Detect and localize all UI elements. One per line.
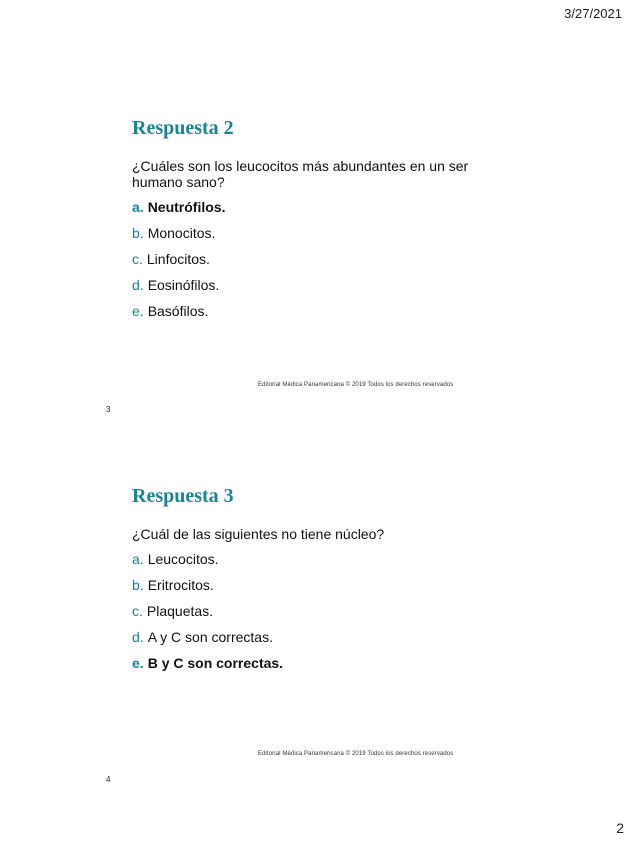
slide-respuesta-2 [132, 116, 532, 329]
option-text: Basófilos. [147, 303, 209, 319]
option-letter: c. [132, 603, 143, 619]
slide-number: 4 [106, 775, 111, 784]
copyright-notice: Editorial Médica Panamericana © 2019 Todos los derechos reservados [258, 751, 454, 757]
option-text: Plaquetas. [146, 603, 214, 619]
answer-option-b [132, 577, 532, 593]
option-letter: a. [132, 199, 144, 215]
question-text [132, 526, 532, 542]
slide-number: 3 [106, 405, 111, 414]
question-line: ¿Cuál de las siguientes no tiene núcleo? [132, 526, 385, 542]
slide-title: Respuesta 3 [132, 485, 234, 507]
option-text: Neutrófilos. [147, 199, 226, 215]
answer-option-a [132, 551, 532, 567]
answer-option-d [132, 629, 532, 645]
option-letter: e. [132, 655, 144, 671]
answer-options [132, 199, 532, 319]
option-text: A y C son correctas. [147, 629, 273, 645]
answer-options [132, 551, 532, 671]
slide-respuesta-3 [132, 484, 532, 681]
option-text: B y C son correctas. [147, 655, 284, 671]
page-number: 2 [616, 820, 624, 836]
option-letter: b. [132, 577, 144, 593]
question-line: ¿Cuáles son los leucocitos más abundantes en un ser [132, 158, 469, 174]
option-text: Monocitos. [147, 225, 216, 241]
option-letter: e. [132, 303, 144, 319]
page-date: 3/27/2021 [564, 6, 622, 21]
copyright-notice: Editorial Médica Panamericana © 2019 Todos los derechos reservados [258, 382, 454, 388]
slide-title: Respuesta 2 [132, 117, 234, 139]
answer-option-b [132, 225, 532, 241]
answer-option-c [132, 603, 532, 619]
question-line: humano sano? [132, 174, 225, 190]
question-text [132, 158, 532, 190]
option-letter: d. [132, 277, 144, 293]
option-text: Eritrocitos. [147, 577, 214, 593]
answer-option-a [132, 199, 532, 215]
answer-option-d [132, 277, 532, 293]
answer-option-e [132, 655, 532, 671]
option-letter: c. [132, 251, 143, 267]
answer-option-c [132, 251, 532, 267]
option-letter: d. [132, 629, 144, 645]
option-text: Eosinófilos. [147, 277, 220, 293]
option-text: Leucocitos. [147, 551, 219, 567]
option-letter: b. [132, 225, 144, 241]
option-text: Linfocitos. [146, 251, 210, 267]
answer-option-e [132, 303, 532, 319]
option-letter: a. [132, 551, 144, 567]
